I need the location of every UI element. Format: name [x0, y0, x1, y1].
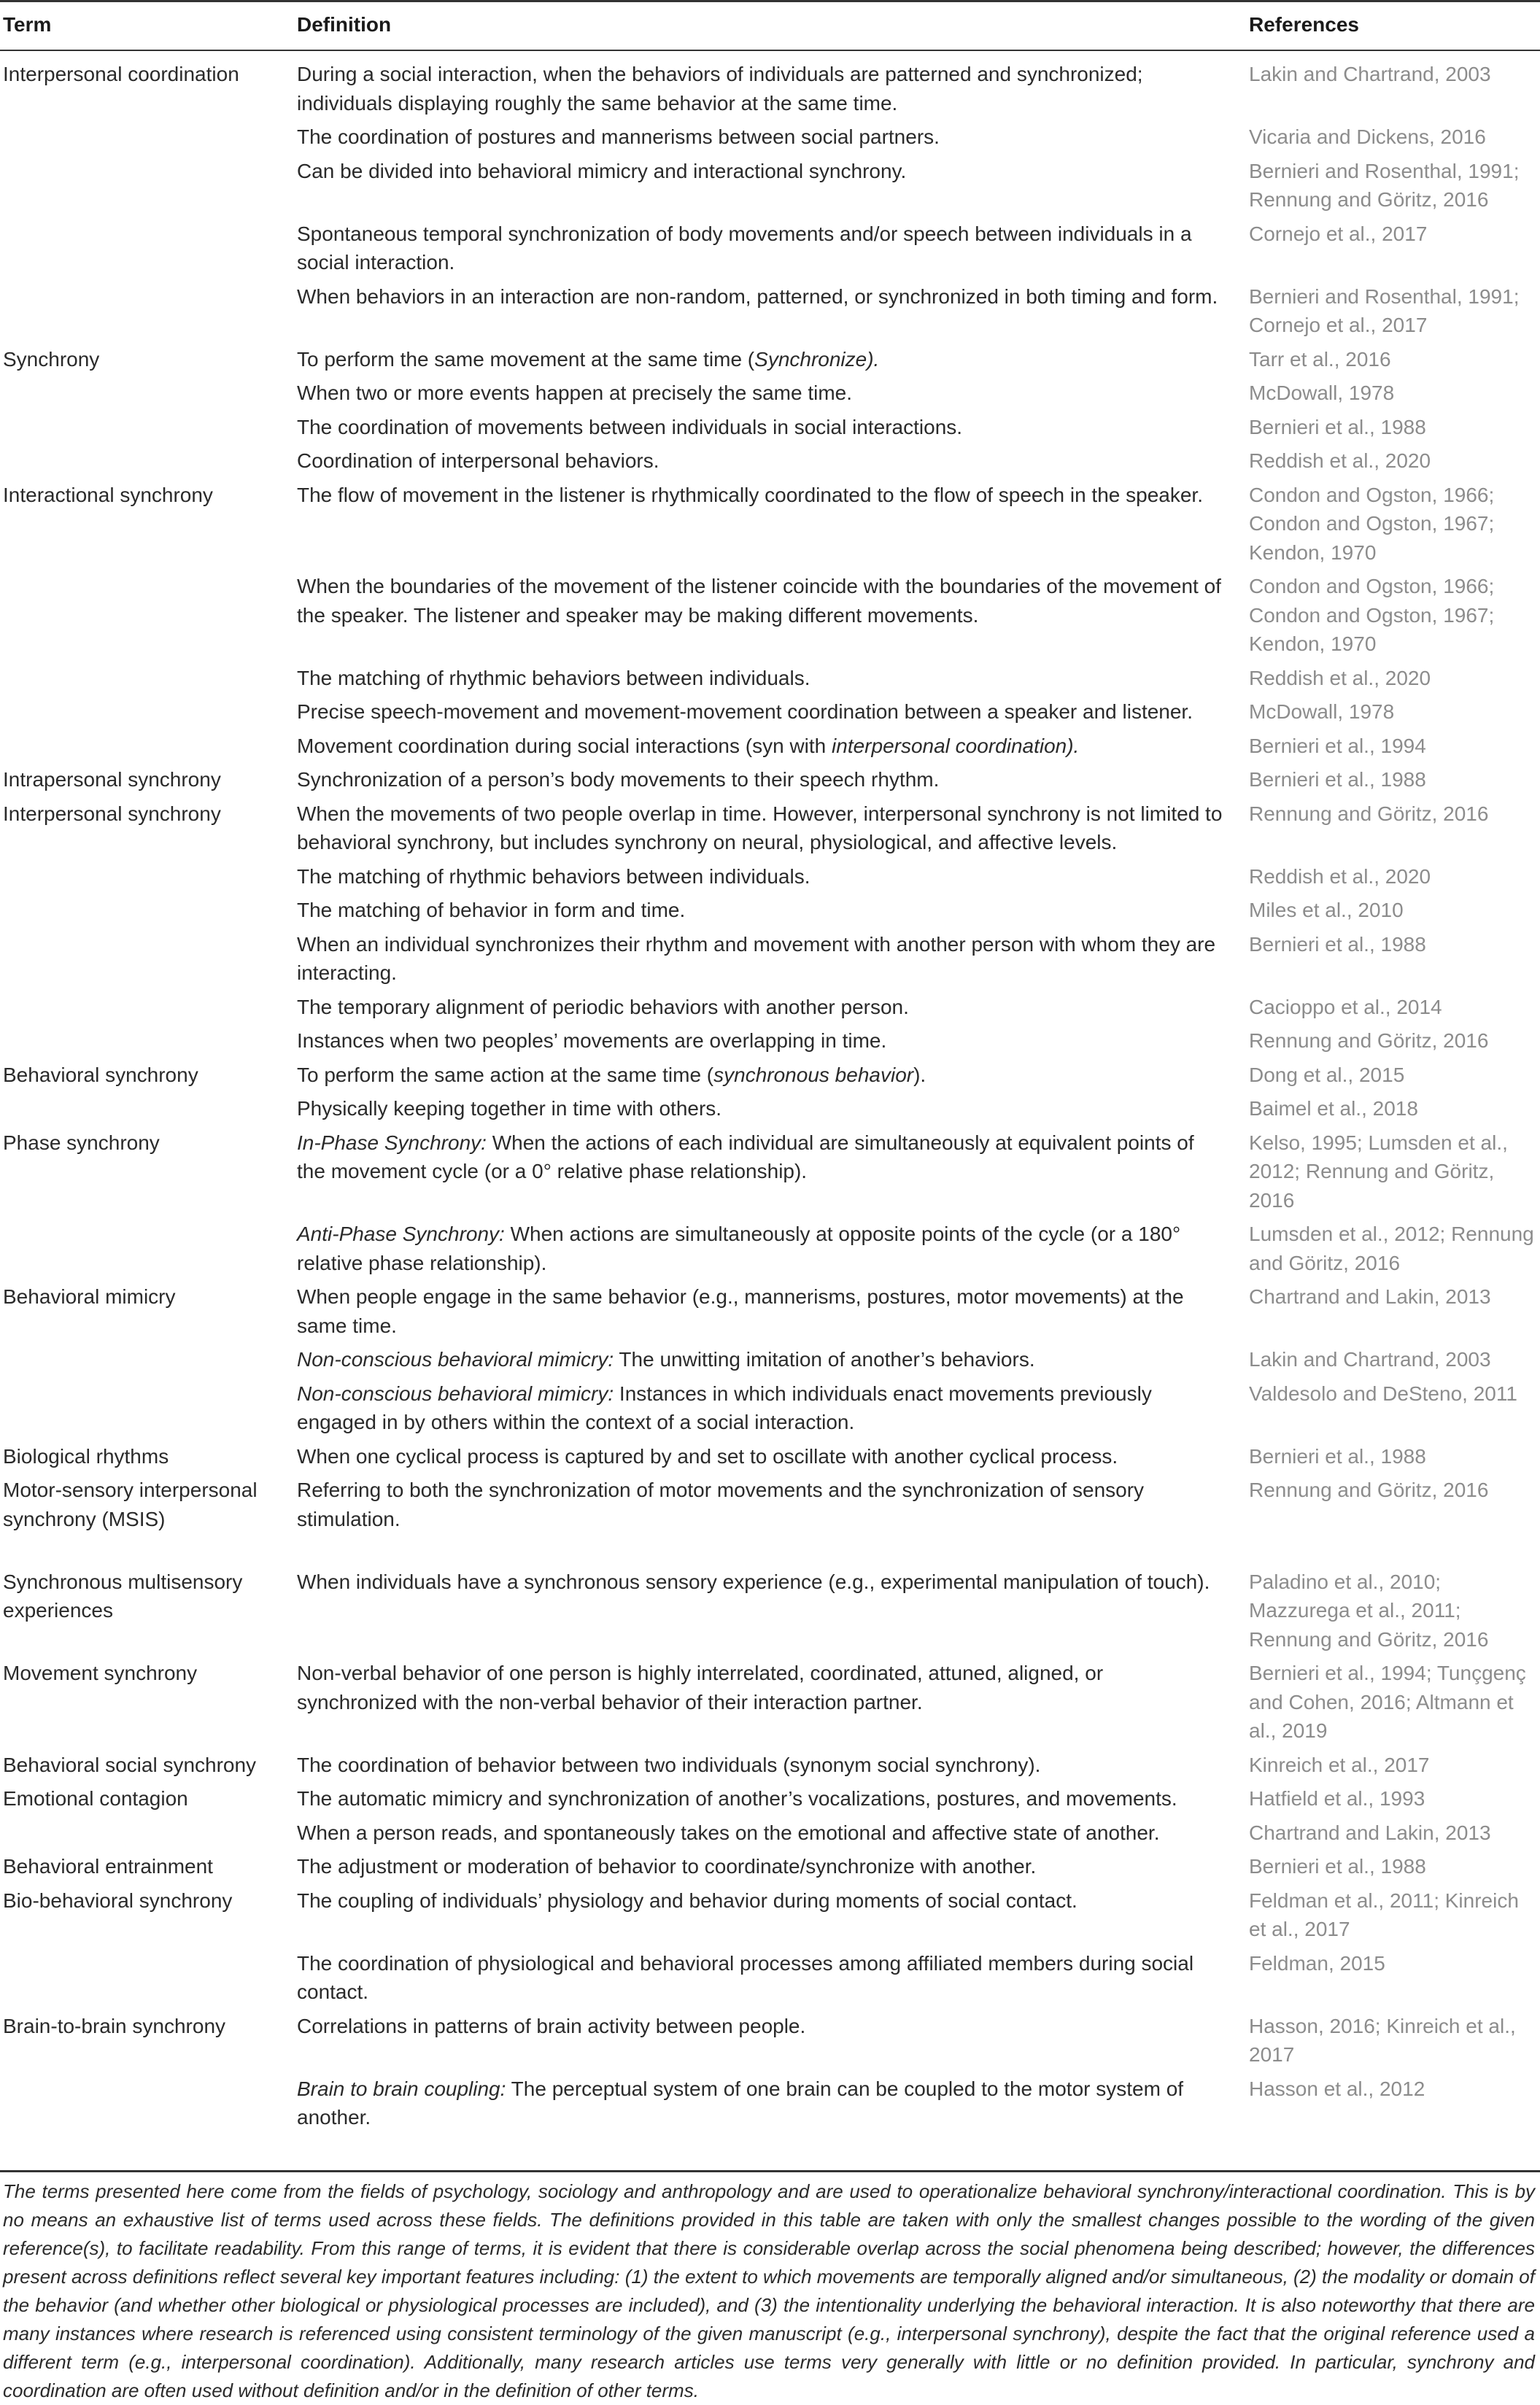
definition-text: When actions are simultaneously at opposite points of the cycle (or a 180° relative phase relationship).: [297, 1223, 1181, 1274]
table-row: [0, 664, 1540, 698]
term-cell: Movement synchrony: [3, 1662, 198, 1684]
definition-cell: [297, 1220, 1225, 1277]
definition-cell: [297, 2012, 1225, 2041]
reference-cell: Valdesolo and DeSteno, 2011: [1249, 1382, 1517, 1405]
definition-cell: [297, 664, 1225, 693]
reference-cell: Miles et al., 2010: [1249, 899, 1404, 921]
definition-cell: [297, 157, 1225, 186]
definition-text: Correlations in patterns of brain activity between people.: [297, 2014, 806, 2037]
definition-cell: [297, 123, 1225, 152]
definition-cell: [297, 1345, 1225, 1374]
reference-cell: Rennung and Göritz, 2016: [1249, 802, 1489, 825]
definition-cell: [297, 379, 1225, 408]
reference-cell: Kelso, 1995; Lumsden et al., 2012; Rennung and Göritz, 2016: [1249, 1131, 1508, 1212]
reference-cell: Cacioppo et al., 2014: [1249, 995, 1442, 1018]
table-row: [0, 446, 1540, 481]
table-row: [0, 1852, 1540, 1886]
table-top-rule: [0, 0, 1540, 2]
term-cell: Interpersonal synchrony: [3, 802, 221, 825]
definition-cell: [297, 1886, 1225, 1916]
definition-cell: [297, 1476, 1225, 1533]
reference-cell: Bernieri et al., 1988: [1249, 415, 1426, 438]
definition-text: The automatic mimicry and synchronization of another’s vocalizations, postures, and movements.: [297, 1787, 1177, 1810]
definition-text: When the actions of each individual are simultaneously at equivalent points of the movement cycle (or a 0° relative phase relationship).: [297, 1131, 1194, 1182]
table-row: [0, 993, 1540, 1027]
term-cell: Motor-sensory interpersonal synchrony (MSIS): [3, 1479, 258, 1530]
definition-cell: [297, 1568, 1225, 1597]
definition-text: Referring to both the synchronization of motor movements and the synchronization of sensory stimulation.: [297, 1479, 1145, 1530]
definition-text: The perceptual system of one brain can be coupled to the motor system of another.: [297, 2077, 1184, 2129]
definition-cell: [297, 993, 1225, 1022]
definition-text: The coordination of behavior between two individuals (synonym social synchrony).: [297, 1753, 1041, 1776]
table-row: [0, 2075, 1540, 2137]
definition-cell: [297, 1094, 1225, 1123]
reference-cell: Cornejo et al., 2017: [1249, 222, 1428, 245]
term-cell: Biological rhythms: [3, 1444, 169, 1468]
reference-cell: Hatfield et al., 1993: [1249, 1787, 1425, 1810]
term-cell: Brain-to-brain synchrony: [3, 2014, 226, 2037]
definition-cell: [297, 481, 1225, 510]
term-cell: Synchrony: [3, 347, 100, 371]
table-row: [0, 799, 1540, 862]
definition-cell: [297, 1659, 1225, 1716]
definition-cell: [297, 572, 1225, 630]
table-row: [0, 1819, 1540, 1853]
column-header-definition: Definition: [297, 13, 392, 36]
definition-cell: [297, 1852, 1225, 1881]
definition-text: The adjustment or moderation of behavior to coordinate/synchronize with another.: [297, 1855, 1037, 1878]
reference-cell: Bernieri et al., 1988: [1249, 932, 1426, 956]
table-row: [0, 1659, 1540, 1751]
definition-text: The matching of behavior in form and time.: [297, 899, 686, 921]
definition-italic-text: Synchronize).: [754, 347, 880, 371]
definition-text: Precise speech-movement and movement-movement coordination between a speaker and listener.: [297, 700, 1193, 723]
table-footnote: The terms presented here come from the fields of psychology, sociology and anthropology and are used to operationalize behavioral synchrony/interactional coordination. This is by no means an exhaustive list of terms used across these fields. The definitions provided in this table are taken with only the smallest changes possible to the wording of the given reference(s), to facilitate readability. From this range of terms, it is evident that there is considerable overlap across the social phenomena being described; however, the differences present across definitions reflect several key important features including: (1) the extent to which movements are temporally aligned and/or simultaneous, (2) the modality or domain of the behavior (and whether other biological or physiological processes are included), and (3) the intentionality underlying the behavioral interaction. It is also noteworthy that there are many instances where research is referenced using consistent terminology of the given manuscript (e.g., interpersonal synchrony), despite the fact that the original reference used a different term (e.g., interpersonal coordination). Additionally, many research articles use terms very generally with little or no definition provided. In particular, synchrony and coordination are often used without definition and/or in the definition of other terms.: [3, 2180, 1535, 2401]
reference-cell: Reddish et al., 2020: [1249, 666, 1431, 689]
definition-cell: [297, 2075, 1225, 2132]
reference-cell: Bernieri et al., 1994; Tunçgenç and Cohen, 2016; Altmann et al., 2019: [1249, 1662, 1526, 1742]
table-row: [0, 157, 1540, 220]
table-row: [0, 1094, 1540, 1128]
table-row: [0, 1026, 1540, 1061]
definition-cell: [297, 1282, 1225, 1340]
definition-cell: [297, 732, 1225, 761]
definition-text: When the movements of two people overlap in time. However, interpersonal synchrony is not limited to behavioral synchrony, but includes synchrony on neural, physiological, and affective levels.: [297, 802, 1223, 853]
reference-cell: Bernieri et al., 1988: [1249, 1855, 1426, 1878]
reference-cell: Hasson, 2016; Kinreich et al., 2017: [1249, 2014, 1516, 2066]
definition-text: The coordination of postures and mannerisms between social partners.: [297, 125, 940, 148]
reference-cell: Reddish et al., 2020: [1249, 449, 1431, 472]
definition-italic-text: Anti-Phase Synchrony:: [297, 1223, 505, 1245]
reference-cell: Hasson et al., 2012: [1249, 2077, 1425, 2100]
definition-cell: [297, 1819, 1225, 1848]
definition-text: Spontaneous temporal synchronization of body movements and/or speech between individuals in a social interaction.: [297, 222, 1192, 274]
table-row: [0, 896, 1540, 930]
definition-cell: [297, 930, 1225, 988]
definition-cell: [297, 1379, 1225, 1437]
table-row: [0, 1784, 1540, 1819]
term-cell: Behavioral social synchrony: [3, 1753, 257, 1776]
definition-cell: [297, 446, 1225, 476]
definition-text: The matching of rhythmic behaviors between individuals.: [297, 666, 810, 689]
reference-cell: Rennung and Göritz, 2016: [1249, 1029, 1489, 1052]
definition-text: Movement coordination during social interactions (syn with: [297, 734, 832, 757]
definition-text: The coupling of individuals’ physiology and behavior during moments of social contact.: [297, 1889, 1077, 1912]
table-row: [0, 2012, 1540, 2075]
table-row: [0, 1345, 1540, 1379]
table-row: [0, 282, 1540, 345]
table-row: [0, 481, 1540, 573]
definition-cell: [297, 1751, 1225, 1780]
definition-text: When an individual synchronizes their rhythm and movement with another person with whom they are interacting.: [297, 932, 1216, 984]
reference-cell: Paladino et al., 2010; Mazzurega et al., 2011; Rennung and Göritz, 2016: [1249, 1570, 1489, 1651]
definition-italic-text: Non-conscious behavioral mimicry:: [297, 1382, 614, 1405]
definition-cell: [297, 1784, 1225, 1813]
table-row: [0, 732, 1540, 766]
reference-cell: Chartrand and Lakin, 2013: [1249, 1285, 1491, 1308]
reference-cell: McDowall, 1978: [1249, 700, 1395, 723]
reference-cell: Tarr et al., 2016: [1249, 347, 1391, 371]
definition-italic-text: Brain to brain coupling:: [297, 2077, 506, 2100]
definition-italic-text: synchronous behavior: [713, 1063, 914, 1086]
term-cell: Synchronous multisensory experiences: [3, 1570, 243, 1622]
definition-text: Instances in which individuals enact movements previously engaged in by others within the context of a social interaction.: [297, 1382, 1152, 1433]
definition-cell: [297, 896, 1225, 925]
definition-cell: [297, 345, 1225, 374]
table-row: [0, 1442, 1540, 1476]
table-row: [0, 1379, 1540, 1442]
table-row: [0, 413, 1540, 447]
definition-cell: [297, 282, 1225, 311]
definition-text: The coordination of movements between individuals in social interactions.: [297, 415, 963, 438]
definition-cell: [297, 220, 1225, 277]
definition-text: When people engage in the same behavior (e.g., mannerisms, postures, motor movements) at the same time.: [297, 1285, 1184, 1337]
table-row: [0, 1476, 1540, 1568]
reference-cell: Chartrand and Lakin, 2013: [1249, 1821, 1491, 1844]
reference-cell: Condon and Ogston, 1966; Condon and Ogston, 1967; Kendon, 1970: [1249, 575, 1495, 655]
definition-cell: [297, 60, 1225, 117]
term-cell: Interactional synchrony: [3, 483, 213, 506]
definition-text: The coordination of physiological and behavioral processes among affiliated members during social contact.: [297, 1951, 1194, 2003]
term-cell: Emotional contagion: [3, 1787, 188, 1810]
term-cell: Behavioral entrainment: [3, 1855, 213, 1878]
reference-cell: Bernieri and Rosenthal, 1991; Cornejo et al., 2017: [1249, 284, 1520, 336]
term-cell: Behavioral mimicry: [3, 1285, 176, 1308]
reference-cell: Rennung and Göritz, 2016: [1249, 1479, 1489, 1501]
definition-text: Physically keeping together in time with others.: [297, 1097, 722, 1120]
column-header-references: References: [1249, 13, 1359, 36]
table-row: [0, 862, 1540, 896]
definition-text: The matching of rhythmic behaviors between individuals.: [297, 864, 810, 888]
definition-text: When one cyclical process is captured by and set to oscillate with another cyclical process.: [297, 1444, 1118, 1468]
definition-italic-text: Non-conscious behavioral mimicry:: [297, 1348, 614, 1371]
table-row: [0, 1751, 1540, 1785]
reference-cell: Bernieri and Rosenthal, 1991; Rennung and Göritz, 2016: [1249, 159, 1520, 211]
definition-cell: [297, 799, 1225, 857]
reference-cell: Feldman, 2015: [1249, 1951, 1385, 1975]
table-row: [0, 765, 1540, 799]
term-cell: Intrapersonal synchrony: [3, 768, 221, 791]
column-header-term: Term: [3, 13, 52, 36]
reference-cell: Condon and Ogston, 1966; Condon and Ogston, 1967; Kendon, 1970: [1249, 483, 1495, 564]
reference-cell: Kinreich et al., 2017: [1249, 1753, 1430, 1776]
table-body: [0, 60, 1540, 2137]
table-row: [0, 345, 1540, 379]
definition-cell: [297, 1026, 1225, 1056]
table-row: [0, 220, 1540, 282]
reference-cell: Bernieri et al., 1988: [1249, 768, 1426, 791]
definition-text: When individuals have a synchronous sensory experience (e.g., experimental manipulation of touch).: [297, 1570, 1210, 1593]
definition-cell: [297, 862, 1225, 891]
reference-cell: Feldman et al., 2011; Kinreich et al., 2017: [1249, 1889, 1519, 1940]
definition-text: ).: [913, 1063, 926, 1086]
table-row: [0, 1220, 1540, 1282]
definition-cell: [297, 697, 1225, 727]
reference-cell: Reddish et al., 2020: [1249, 864, 1431, 888]
definition-text: During a social interaction, when the behaviors of individuals are patterned and synchronized; individuals displaying roughly the same behavior at the same time.: [297, 63, 1143, 115]
definition-text: The flow of movement in the listener is rhythmically coordinated to the flow of speech in the speaker.: [297, 483, 1203, 506]
definition-text: The unwitting imitation of another’s behaviors.: [614, 1348, 1035, 1371]
definition-text: To perform the same action at the same time (: [297, 1063, 714, 1086]
definition-italic-text: In-Phase Synchrony:: [297, 1131, 487, 1154]
term-cell: Behavioral synchrony: [3, 1063, 198, 1086]
reference-cell: Bernieri et al., 1994: [1249, 734, 1426, 757]
table-row: [0, 930, 1540, 993]
definition-text: Coordination of interpersonal behaviors.: [297, 449, 659, 472]
definition-text: Non-verbal behavior of one person is highly interrelated, coordinated, attuned, aligned, or synchronized with the non-verbal behavior of their interaction partner.: [297, 1662, 1104, 1713]
definition-text: When a person reads, and spontaneously takes on the emotional and affective state of another.: [297, 1821, 1160, 1844]
table-row: [0, 1061, 1540, 1095]
table-row: [0, 123, 1540, 157]
reference-cell: McDowall, 1978: [1249, 382, 1395, 404]
definition-cell: [297, 1061, 1225, 1090]
term-cell: Interpersonal coordination: [3, 63, 239, 85]
table-row: [0, 60, 1540, 123]
table-row: [0, 1282, 1540, 1345]
table-row: [0, 572, 1540, 664]
reference-cell: Bernieri et al., 1988: [1249, 1444, 1426, 1468]
reference-cell: Vicaria and Dickens, 2016: [1249, 125, 1486, 148]
definition-text: When the boundaries of the movement of the listener coincide with the boundaries of the movement of the speaker. The listener and speaker may be making different movements.: [297, 575, 1221, 627]
table-row: [0, 1886, 1540, 1949]
definition-text: Synchronization of a person’s body movements to their speech rhythm.: [297, 768, 940, 791]
term-cell: Bio-behavioral synchrony: [3, 1889, 233, 1912]
definition-italic-text: interpersonal coordination).: [832, 734, 1080, 757]
definition-text: When behaviors in an interaction are non-random, patterned, or synchronized in both timing and form.: [297, 284, 1218, 308]
reference-cell: Baimel et al., 2018: [1249, 1097, 1418, 1120]
definition-cell: [297, 765, 1225, 794]
definition-cell: [297, 413, 1225, 442]
term-cell: Phase synchrony: [3, 1131, 160, 1154]
table-row: [0, 1949, 1540, 2012]
definition-cell: [297, 1128, 1225, 1186]
reference-cell: Lakin and Chartrand, 2003: [1249, 63, 1491, 85]
table-row: [0, 697, 1540, 732]
reference-cell: Lumsden et al., 2012; Rennung and Göritz, 2016: [1249, 1223, 1534, 1274]
definition-text: The temporary alignment of periodic behaviors with another person.: [297, 995, 909, 1018]
definition-text: When two or more events happen at precisely the same time.: [297, 382, 853, 404]
table-row: [0, 1128, 1540, 1220]
table-header-rule: [0, 50, 1540, 51]
table-row: [0, 379, 1540, 413]
table-bottom-rule: [0, 2170, 1540, 2172]
definition-text: Can be divided into behavioral mimicry and interactional synchrony.: [297, 159, 907, 182]
definition-text: To perform the same movement at the same time (: [297, 347, 755, 371]
definition-cell: [297, 1949, 1225, 2007]
definition-cell: [297, 1442, 1225, 1471]
table-row: [0, 1568, 1540, 1660]
definition-text: Instances when two peoples’ movements are overlapping in time.: [297, 1029, 887, 1052]
reference-cell: Dong et al., 2015: [1249, 1063, 1405, 1086]
reference-cell: Lakin and Chartrand, 2003: [1249, 1348, 1491, 1371]
